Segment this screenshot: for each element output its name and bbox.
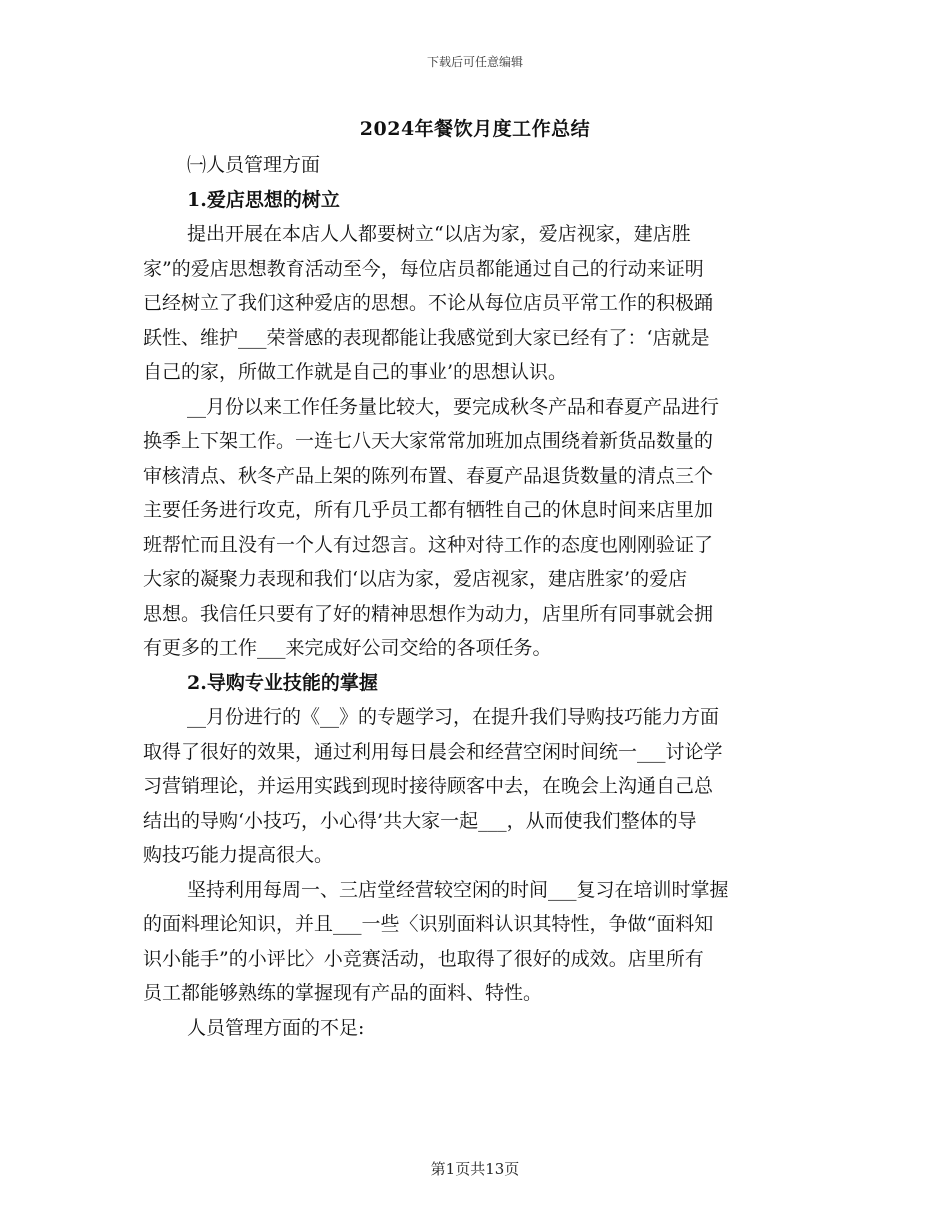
paragraph-line: 取得了很好的效果，通过利用每日晨会和经营空闲时间统一___讨论学	[143, 740, 723, 763]
paragraph-line: 家”的爱店思想教育活动至今，每位店员都能通过自己的行动来证明	[143, 257, 704, 280]
section-heading: 2.导购专业技能的掌握	[187, 671, 378, 694]
paragraph-line: 大家的凝聚力表现和我们‘以店为家，爱店视家，建店胜家’的爱店	[143, 568, 688, 590]
document-body	[143, 148, 803, 1045]
paragraph-line: 有更多的工作___来完成好公司交给的各项任务。	[143, 637, 552, 659]
paragraph-line: ㈠人员管理方面	[187, 154, 321, 176]
paragraph-line: 识小能手”的小评比〉小竞赛活动，也取得了很好的成效。店里所有	[143, 947, 704, 970]
paragraph-line: 跃性、维护___荣誉感的表现都能让我感觉到大家已经有了：‘店就是	[143, 326, 710, 349]
page-number: 第1页共13页	[430, 1160, 520, 1178]
paragraph-line: 员工都能够熟练的掌握现有产品的面料、特性。	[143, 982, 543, 1004]
paragraph-line: 的面料理论知识，并且___一些〈识别面料认识其特性，争做“面料知	[143, 913, 714, 935]
paragraph-line: 主要任务进行攻克，所有几乎员工都有牺牲自己的休息时间来店里加	[143, 499, 714, 521]
document-title: 2024年餐饮月度工作总结	[359, 118, 591, 140]
section-heading: 1.爱店思想的树立	[187, 188, 340, 211]
paragraph-line: 自己的家，所做工作就是自己的事业’的思想认识。	[143, 361, 568, 383]
paragraph-line: 已经树立了我们这种爱店的思想。不论从每位店员平常工作的积极踊	[143, 292, 714, 314]
paragraph-line: 班帮忙而且没有一个人有过怨言。这种对待工作的态度也刚刚验证了	[143, 533, 714, 556]
paragraph-line: 换季上下架工作。一连七八天大家常常加班加点围绕着新货品数量的	[143, 430, 714, 452]
paragraph-line: 习营销理论，并运用实践到现时接待顾客中去，在晚会上沟通自己总	[143, 775, 714, 797]
paragraph-line: 人员管理方面的不足:	[187, 1016, 365, 1039]
paragraph-line: 审核清点、秋冬产品上架的陈列布置、春夏产品退货数量的清点三个	[143, 464, 714, 487]
paragraph-line: 坚持利用每周一、三店堂经营较空闲的时间___复习在培训时掌握	[187, 878, 729, 901]
page-header: 下载后可任意编辑	[426, 55, 523, 69]
paragraph-line: __月份以来工作任务量比较大，要完成秋冬产品和春夏产品进行	[187, 395, 720, 418]
paragraph-line: 购技巧能力提高很大。	[143, 844, 334, 866]
paragraph-line: __月份进行的《__》的专题学习，在提升我们导购技巧能力方面	[187, 706, 720, 728]
paragraph-line: 提出开展在本店人人都要树立“以店为家，爱店视家，建店胜	[187, 223, 691, 245]
paragraph-line: 结出的导购‘小技巧，小心得’共大家一起___，从而使我们整体的导	[143, 809, 697, 832]
paragraph-line: 思想。我信任只要有了好的精神思想作为动力，店里所有同事就会拥	[143, 602, 714, 625]
